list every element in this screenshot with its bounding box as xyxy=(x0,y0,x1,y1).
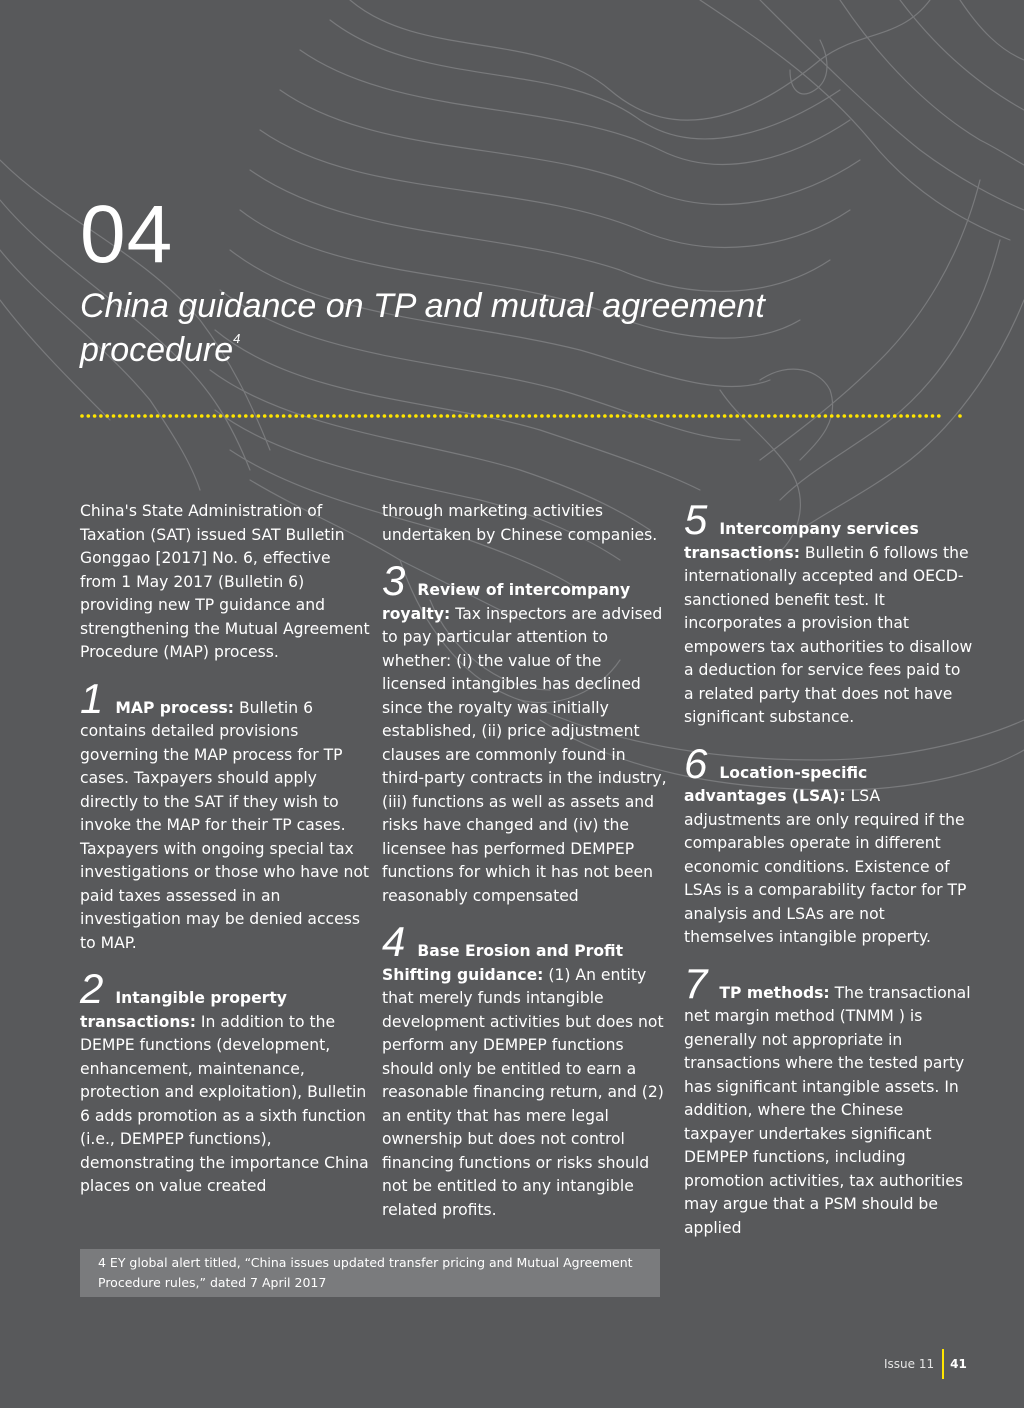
page-footer xyxy=(884,1349,967,1379)
chapter-number: 04 xyxy=(80,189,174,280)
section-heading: TP methods: xyxy=(719,983,830,1002)
section-body: (1) An entity that merely funds intangible development activities but does not perform any DEMPEP functions should only be entitled to earn a reasonable financing return, and (2) an entity that has mere legal ownership but does not control financing functions or risks should not be entitled to any intangible related profits. xyxy=(382,965,664,1219)
section-heading: Intercompany services transactions: xyxy=(684,520,919,562)
section-body: In addition to the DEMPE functions (development, enhancement, maintenance, protection and exploitation), Bulletin 6 adds promotion as a sixth function (i.e., DEMPEP functions), demonstrating the importance China places on value created xyxy=(80,1012,369,1195)
section-1 xyxy=(80,674,370,956)
section-7 xyxy=(684,959,974,1241)
section-heading: Base Erosion and Profit Shifting guidance: xyxy=(382,942,624,984)
section-3 xyxy=(382,557,667,908)
footnote-box xyxy=(80,1249,660,1297)
footnote-reference[interactable]: 4 xyxy=(233,331,241,346)
section-body: Tax inspectors are advised to pay particular attention to whether: (i) the value of the licensed intangibles has declined since the royalty was initially established, (ii) price adjustment clauses are commonly found in third-party contracts in the industry, (iii) functions as well as assets and risks have changed and (iv) the licensee has performed DEMPEP functions for which it has not been reasonably compensated xyxy=(382,604,667,905)
section-heading: MAP process: xyxy=(115,698,234,717)
column-2 xyxy=(382,500,667,1222)
section-2-continuation: through marketing activities undertaken by Chinese companies. xyxy=(382,502,658,544)
section-body: Bulletin 6 contains detailed provisions governing the MAP process for TP cases. Taxpayers should apply directly to the SAT if they wish to invoke the MAP for their TP cases. Taxpayers with ongoing special tax investigations or those who have not paid taxes assessed in an investigation may be denied access to MAP. xyxy=(80,698,370,952)
chapter-title xyxy=(80,284,840,372)
section-6 xyxy=(684,739,974,950)
section-body: Bulletin 6 follows the internationally accepted and OECD-sanctioned benefit test. It incorporates a provision that empowers tax authorities to disallow a deduction for service fees paid to a related party that does not have significant substance. xyxy=(684,543,973,726)
column-3 xyxy=(684,496,974,1240)
chapter-title-text: China guidance on TP and mutual agreement procedure xyxy=(80,287,765,369)
section-number: 7 xyxy=(684,959,708,1007)
footnote-text: 4 EY global alert titled, “China issues updated transfer pricing and Mutual Agreement Procedure rules,” dated 7 April 2017 xyxy=(98,1255,633,1290)
column-1 xyxy=(80,500,370,1199)
section-4 xyxy=(382,918,667,1222)
section-body: The transactional net margin method (TNMM ) is generally not appropriate in transactions where the tested party has significant intangible assets. In addition, where the Chinese taxpayer undertakes significant DEMPEP functions, including promotion activities, tax authorities may argue that a PSM should be applied xyxy=(684,983,971,1237)
section-heading: Location-specific advantages (LSA): xyxy=(684,763,868,805)
section-heading: Review of intercompany royalty: xyxy=(382,581,631,623)
dotted-divider xyxy=(80,411,970,421)
section-2 xyxy=(80,965,370,1199)
section-number: 1 xyxy=(80,674,104,722)
intro-paragraph: China's State Administration of Taxation (SAT) issued SAT Bulletin Gonggao [2017] No. 6, effective from 1 May 2017 (Bulletin 6) providing new TP guidance and strengthening the Mutual Agreement Procedure (MAP) process. xyxy=(80,502,370,661)
section-body: LSA adjustments are only required if the comparables operate in different economic conditions. Existence of LSAs is a comparability factor for TP analysis and LSAs are not themselves intangible property. xyxy=(684,787,967,946)
section-number: 4 xyxy=(382,918,406,965)
section-heading: Intangible property transactions: xyxy=(80,989,287,1031)
section-number: 6 xyxy=(684,739,708,787)
section-number: 5 xyxy=(684,496,708,543)
section-number: 2 xyxy=(80,965,104,1012)
footer-divider xyxy=(942,1349,944,1379)
page-number: 41 xyxy=(950,1357,967,1371)
section-5 xyxy=(684,496,974,730)
section-number: 3 xyxy=(382,557,406,604)
issue-label: Issue 11 xyxy=(884,1357,935,1371)
